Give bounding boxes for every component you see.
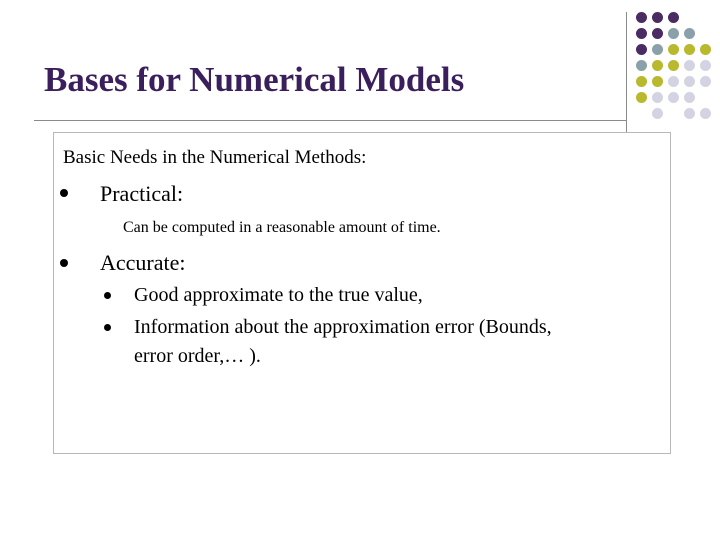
decorative-dot — [636, 44, 647, 55]
bullet-accurate: Accurate: — [100, 250, 186, 275]
decorative-dot — [652, 44, 663, 55]
decorative-dot-grid — [636, 12, 720, 122]
decorative-dot — [684, 76, 695, 87]
bullet-icon — [60, 259, 68, 267]
accurate-subitem-2-continued: error order,… ). — [134, 345, 261, 367]
decorative-dot — [668, 28, 679, 39]
decorative-dot — [652, 108, 663, 119]
decorative-dot — [652, 12, 663, 23]
content-box — [53, 132, 671, 454]
decorative-dot — [684, 44, 695, 55]
sub-bullet-icon — [104, 292, 111, 299]
decorative-dot — [652, 92, 663, 103]
decorative-dot — [668, 92, 679, 103]
decorative-dot — [636, 12, 647, 23]
title-underline — [34, 120, 626, 121]
decorative-dot — [684, 60, 695, 71]
decorative-dot — [700, 108, 711, 119]
bullet-practical: Practical: — [100, 181, 184, 206]
decorative-dot — [652, 76, 663, 87]
decorative-dot — [636, 60, 647, 71]
decorative-dot — [668, 44, 679, 55]
decorative-dot — [700, 44, 711, 55]
practical-note: Can be computed in a reasonable amount of time. — [123, 219, 441, 236]
decorative-dot — [700, 76, 711, 87]
decorative-dot — [636, 76, 647, 87]
decorative-dot — [668, 12, 679, 23]
decorative-dot — [652, 28, 663, 39]
decorative-dot — [684, 108, 695, 119]
decorative-dot — [668, 76, 679, 87]
decorative-dot — [668, 60, 679, 71]
accurate-subitem-1: Good approximate to the true value, — [134, 284, 423, 306]
decorative-dot — [652, 60, 663, 71]
intro-heading: Basic Needs in the Numerical Methods: — [63, 147, 367, 168]
decorative-dot — [636, 92, 647, 103]
sub-bullet-icon — [104, 324, 111, 331]
decorative-dot — [700, 60, 711, 71]
bullet-icon — [60, 189, 68, 197]
accurate-subitem-2: Information about the approximation error (Bounds, — [134, 316, 552, 338]
vertical-divider — [626, 12, 627, 132]
slide-title: Bases for Numerical Models — [44, 60, 465, 99]
decorative-dot — [684, 92, 695, 103]
decorative-dot — [636, 28, 647, 39]
decorative-dot — [684, 28, 695, 39]
